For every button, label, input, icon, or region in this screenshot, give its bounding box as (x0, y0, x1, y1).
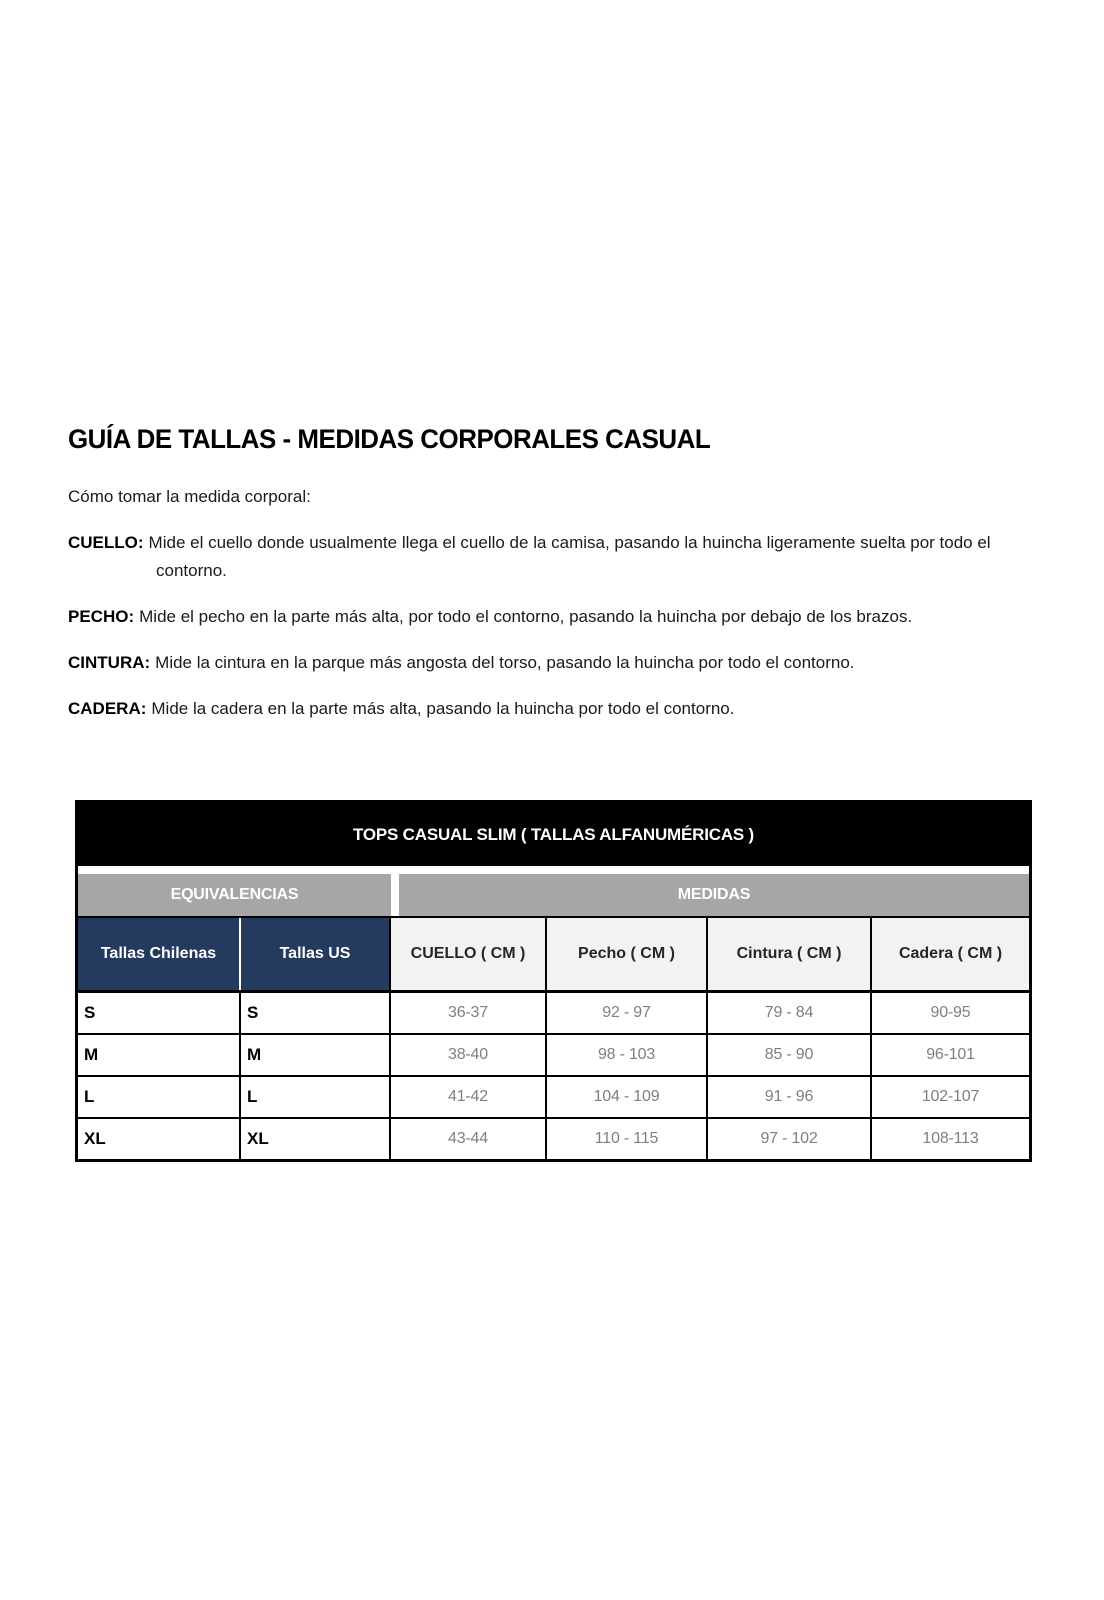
instruction-pecho-label: PECHO: (68, 607, 135, 626)
cell-pecho: 104 - 109 (547, 1077, 708, 1117)
cell-cintura: 97 - 102 (708, 1119, 872, 1159)
group-divider (391, 874, 399, 916)
cell-cintura: 91 - 96 (708, 1077, 872, 1117)
instruction-cintura (68, 649, 1036, 677)
instruction-cuello-label: CUELLO: (68, 533, 144, 552)
instruction-pecho-text: Mide el pecho en la parte más alta, por todo el contorno, pasando la huincha por debajo de los brazos. (139, 607, 913, 626)
col-tallas-us: Tallas US (241, 918, 391, 990)
table-row-xl (78, 1119, 1029, 1159)
group-medidas: MEDIDAS (399, 874, 1029, 916)
cell-talla-us: S (241, 993, 391, 1033)
table-group-row (78, 874, 1029, 918)
cell-talla-us: L (241, 1077, 391, 1117)
instruction-pecho (68, 603, 1036, 631)
cell-talla-chilena: L (78, 1077, 241, 1117)
col-cintura: Cintura ( CM ) (708, 918, 872, 990)
table-header-row (78, 918, 1029, 993)
cell-cuello: 36-37 (391, 993, 547, 1033)
cell-pecho: 110 - 115 (547, 1119, 708, 1159)
instruction-cuello-text: Mide el cuello donde usualmente llega el cuello de la camisa, pasando la huincha ligeramente suelta por todo el contorno. (148, 533, 991, 580)
table-row-l (78, 1077, 1029, 1119)
instruction-cintura-text: Mide la cintura en la parque más angosta del torso, pasando la huincha por todo el contorno. (155, 653, 855, 672)
cell-cadera: 102-107 (921, 1088, 980, 1105)
text-content (68, 424, 1036, 741)
instruction-cintura-label: CINTURA: (68, 653, 151, 672)
cell-cuello: 41-42 (391, 1077, 547, 1117)
instruction-cuello (68, 529, 1036, 585)
table-row-s (78, 993, 1029, 1035)
cell-talla-us: XL (241, 1119, 391, 1159)
group-equivalencias: EQUIVALENCIAS (78, 874, 391, 916)
table-title: TOPS CASUAL SLIM ( TALLAS ALFANUMÉRICAS ) (78, 803, 1029, 866)
col-cuello: CUELLO ( CM ) (391, 918, 547, 990)
instruction-cadera (68, 695, 1036, 723)
instruction-cadera-text: Mide la cadera en la parte más alta, pasando la huincha por todo el contorno. (151, 699, 735, 718)
cell-cuello: 38-40 (391, 1035, 547, 1075)
size-table (75, 800, 1032, 1162)
cell-cuello: 43-44 (391, 1119, 547, 1159)
intro-text: Cómo tomar la medida corporal: (68, 487, 311, 506)
cell-cadera: 108-113 (922, 1130, 979, 1147)
cell-talla-us: M (241, 1035, 391, 1075)
page-title: GUÍA DE TALLAS - MEDIDAS CORPORALES CASUAL (68, 424, 711, 454)
cell-cintura: 79 - 84 (708, 993, 872, 1033)
cell-talla-chilena: S (78, 993, 241, 1033)
cell-talla-chilena: M (78, 1035, 241, 1075)
table-row-m (78, 1035, 1029, 1077)
cell-pecho: 98 - 103 (547, 1035, 708, 1075)
cell-cadera: 90-95 (930, 1004, 971, 1021)
instruction-cadera-label: CADERA: (68, 699, 147, 718)
col-cadera: Cadera ( CM ) (872, 918, 1029, 990)
cell-pecho: 92 - 97 (547, 993, 708, 1033)
col-pecho: Pecho ( CM ) (547, 918, 708, 990)
table-title-divider (78, 866, 1029, 874)
cell-talla-chilena: XL (78, 1119, 241, 1159)
cell-cintura: 85 - 90 (708, 1035, 872, 1075)
cell-cadera: 96-101 (926, 1046, 975, 1063)
col-tallas-chilenas: Tallas Chilenas (78, 918, 241, 990)
